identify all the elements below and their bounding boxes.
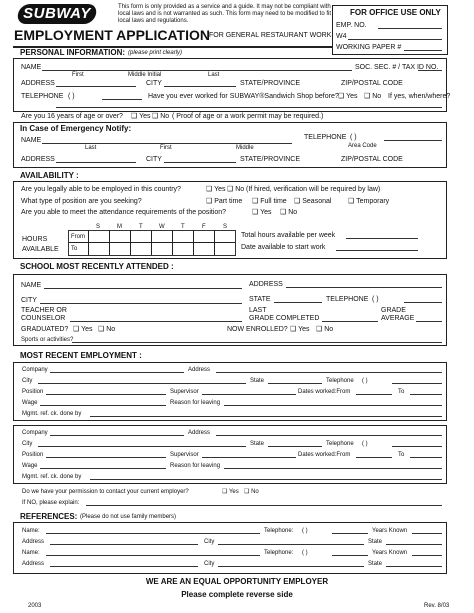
checkbox-icon: ❑ bbox=[227, 186, 234, 193]
school-heading: SCHOOL MOST RECENTLY ATTENDED : bbox=[20, 262, 174, 271]
if-yes-field[interactable] bbox=[56, 107, 442, 108]
employer-city-field[interactable] bbox=[38, 383, 246, 384]
employer-telephone-field[interactable] bbox=[392, 446, 442, 447]
employer-address-field[interactable] bbox=[216, 372, 442, 373]
emergency-state-label: STATE/PROVINCE bbox=[240, 156, 301, 163]
dates-to-label: To bbox=[398, 452, 405, 458]
date-start-field[interactable] bbox=[336, 250, 418, 251]
age-yes[interactable]: ❑ Yes bbox=[131, 113, 151, 120]
available-label: AVAILABLE bbox=[22, 246, 59, 253]
reference-address-label: Address bbox=[22, 539, 45, 545]
revision: Rev. 8/03 bbox=[424, 603, 450, 609]
employer-address-field[interactable] bbox=[216, 435, 442, 436]
checkbox-icon: ❑ bbox=[252, 209, 259, 216]
worked-before-no[interactable]: ❑ No bbox=[364, 93, 382, 100]
employer-telephone-label: Telephone bbox=[326, 378, 354, 384]
worked-before-yes[interactable]: ❑ Yes bbox=[338, 93, 358, 100]
attendance-question: Are you able to meet the attendance requirements of the position? bbox=[21, 209, 227, 216]
eoe-statement: WE ARE AN EQUAL OPPORTUNITY EMPLOYER bbox=[145, 577, 329, 586]
grid-line bbox=[88, 230, 89, 255]
name-field[interactable] bbox=[42, 70, 352, 71]
age-no[interactable]: ❑ No bbox=[152, 113, 170, 120]
area-code-label: Area Code bbox=[348, 143, 377, 149]
reference-area-code-field[interactable]: ( ) bbox=[302, 550, 308, 556]
now-enrolled-label: NOW ENROLLED? bbox=[227, 326, 288, 333]
ssn-label: SOC. SEC. # / TAX ID NO. bbox=[355, 64, 439, 71]
ssn-field[interactable] bbox=[418, 70, 442, 71]
grid-line bbox=[193, 230, 194, 255]
mgmt-ref-label: Mgmt. ref. ck. done by bbox=[22, 474, 82, 480]
hours-grid bbox=[68, 230, 236, 256]
years-known-label: Years Known bbox=[372, 550, 408, 556]
middle-label: Middle Initial bbox=[128, 72, 162, 78]
checkbox-icon: ❑ bbox=[316, 326, 323, 333]
supervisor-field[interactable] bbox=[202, 457, 296, 458]
day-header: F bbox=[202, 224, 206, 230]
emergency-city-label: CITY bbox=[146, 156, 162, 163]
dates-to-field[interactable] bbox=[410, 394, 442, 395]
reference-name-field[interactable] bbox=[46, 533, 260, 534]
reference-address-label: Address bbox=[22, 561, 45, 567]
supervisor-label: Supervisor bbox=[170, 389, 199, 395]
dates-from-field[interactable] bbox=[356, 394, 392, 395]
emergency-area-code-field[interactable]: ( ) bbox=[350, 134, 357, 141]
reference-address-field[interactable] bbox=[50, 566, 198, 567]
position-label: Position bbox=[22, 389, 44, 395]
personal-heading: PERSONAL INFORMATION: bbox=[20, 48, 126, 57]
emergency-address-label: ADDRESS bbox=[21, 156, 55, 163]
checkbox-icon: ❑ bbox=[338, 93, 345, 100]
temporary-option[interactable]: ❑ Temporary bbox=[348, 198, 390, 205]
dates-from-label: Dates worked:From bbox=[298, 389, 351, 395]
working-paper-label: WORKING PAPER # bbox=[336, 44, 402, 51]
legal-no[interactable]: ❑ No bbox=[227, 186, 245, 193]
day-header: T bbox=[181, 224, 185, 230]
wage-field[interactable] bbox=[40, 468, 166, 469]
form-subtitle: FOR GENERAL RESTAURANT WORK bbox=[209, 32, 332, 39]
full-time-option[interactable]: ❑ Full time bbox=[252, 198, 287, 205]
emergency-first-label: First bbox=[160, 145, 172, 151]
dates-to-field[interactable] bbox=[410, 457, 442, 458]
employer-address-label: Address bbox=[188, 430, 211, 436]
counselor-label: COUNSELOR bbox=[21, 315, 66, 322]
emergency-name-field[interactable] bbox=[42, 143, 292, 144]
state-label: STATE/PROVINCE bbox=[240, 80, 301, 87]
employer-state-field[interactable] bbox=[268, 383, 322, 384]
reference-state-label: State bbox=[368, 539, 383, 545]
reason-field[interactable] bbox=[224, 405, 442, 406]
age-question: Are you 16 years of age or over? bbox=[21, 113, 123, 120]
employer-city-field[interactable] bbox=[38, 446, 246, 447]
graduated-yes[interactable]: ❑ Yes bbox=[73, 326, 93, 333]
emergency-name-label: NAME bbox=[21, 137, 42, 144]
city-label: CITY bbox=[146, 80, 162, 87]
checkbox-icon: ❑ bbox=[131, 113, 138, 120]
teacher-label: TEACHER OR bbox=[21, 307, 67, 314]
graduated-no[interactable]: ❑ No bbox=[98, 326, 116, 333]
employer-area-code-field[interactable]: ( ) bbox=[362, 378, 368, 384]
day-header: M bbox=[117, 224, 122, 230]
emergency-address-field[interactable] bbox=[56, 162, 136, 163]
worked-before-question: Have you ever worked for SUBWAY®Sandwich Shop before? bbox=[148, 93, 339, 100]
employer-state-field[interactable] bbox=[268, 446, 322, 447]
emergency-heading: In Case of Emergency Notify: bbox=[20, 124, 132, 133]
school-last-label: LAST bbox=[249, 307, 267, 314]
total-hours-field[interactable] bbox=[346, 238, 418, 239]
school-name-label: NAME bbox=[21, 282, 42, 289]
attendance-no[interactable]: ❑ No bbox=[280, 209, 298, 216]
references-note: (Please do not use family members) bbox=[80, 514, 177, 520]
counselor-field[interactable] bbox=[70, 321, 242, 322]
w4-label: W4 bbox=[336, 33, 347, 40]
checkbox-icon: ❑ bbox=[294, 198, 301, 205]
school-telephone-field[interactable] bbox=[404, 302, 442, 303]
school-city-field[interactable] bbox=[40, 303, 242, 304]
employer-state-label: State bbox=[250, 378, 265, 384]
emergency-last-label: Last bbox=[85, 145, 97, 151]
school-telephone-label: TELEPHONE bbox=[326, 296, 369, 303]
grid-line bbox=[214, 230, 215, 255]
years-known-label: Years Known bbox=[372, 528, 408, 534]
permission-yes[interactable]: ❑ Yes bbox=[222, 489, 239, 495]
to-label: To bbox=[71, 246, 78, 252]
employer-telephone-field[interactable] bbox=[392, 383, 442, 384]
subway-logo: SUBWAY bbox=[16, 4, 98, 24]
emp-no-label: EMP. NO. bbox=[336, 22, 367, 29]
emergency-city-field[interactable] bbox=[164, 162, 236, 163]
date-start-label: Date available to start work bbox=[241, 244, 326, 251]
part-time-option[interactable]: ❑ Part time bbox=[206, 198, 243, 205]
attendance-yes[interactable]: ❑ Yes bbox=[252, 209, 272, 216]
reference-name-field[interactable] bbox=[46, 555, 260, 556]
legal-note: (If hired, verification will be required by law) bbox=[246, 186, 381, 193]
company-label: Company bbox=[22, 367, 48, 373]
disclaimer: This form is only provided as a service and a guide. It may not be compliant with local laws and is not warranted as such. This form may need to be modified to fit local laws and regulations. bbox=[118, 4, 331, 24]
telephone-field[interactable] bbox=[102, 99, 142, 100]
emergency-middle-label: Middle bbox=[236, 145, 254, 151]
city-field[interactable] bbox=[164, 86, 236, 87]
wage-label: Wage bbox=[22, 463, 38, 469]
checkbox-icon: ❑ bbox=[206, 198, 213, 205]
reference-state-label: State bbox=[368, 561, 383, 567]
address-label: ADDRESS bbox=[21, 80, 55, 87]
working-paper-field[interactable] bbox=[404, 50, 442, 51]
enrolled-yes[interactable]: ❑ Yes bbox=[290, 326, 310, 333]
employer-city-label: City bbox=[22, 441, 33, 447]
mgmt-ref-field[interactable] bbox=[90, 479, 442, 480]
school-address-field[interactable] bbox=[286, 287, 442, 288]
checkbox-icon: ❑ bbox=[152, 113, 159, 120]
office-title: FOR OFFICE USE ONLY bbox=[350, 8, 441, 17]
day-header: S bbox=[223, 224, 228, 230]
company-field[interactable] bbox=[50, 435, 184, 436]
reverse-note: Please complete reverse side bbox=[181, 590, 293, 599]
hours-label: HOURS bbox=[22, 236, 48, 243]
grid-line bbox=[172, 230, 173, 255]
position-question: What type of position are you seeking? bbox=[21, 198, 142, 205]
reason-field[interactable] bbox=[224, 468, 442, 469]
school-address-label: ADDRESS bbox=[249, 281, 283, 288]
day-header: W bbox=[159, 224, 165, 230]
school-city-label: CITY bbox=[21, 297, 37, 304]
availability-heading: AVAILABILITY : bbox=[20, 171, 79, 180]
references-heading: REFERENCES: bbox=[20, 512, 78, 521]
average-label: AVERAGE bbox=[381, 315, 415, 322]
area-code-field[interactable]: ( ) bbox=[68, 93, 75, 100]
checkbox-icon: ❑ bbox=[244, 489, 250, 495]
dates-from-field[interactable] bbox=[356, 457, 392, 458]
mgmt-ref-field[interactable] bbox=[90, 416, 442, 417]
employer-telephone-label: Telephone bbox=[326, 441, 354, 447]
checkbox-icon: ❑ bbox=[280, 209, 287, 216]
company-field[interactable] bbox=[50, 372, 184, 373]
total-hours-label: Total hours available per week bbox=[241, 232, 336, 239]
wage-label: Wage bbox=[22, 400, 38, 406]
checkbox-icon: ❑ bbox=[206, 186, 213, 193]
name-label: NAME bbox=[21, 64, 42, 71]
day-header: S bbox=[96, 224, 101, 230]
sports-label: Sports or activities? bbox=[21, 337, 74, 343]
mgmt-ref-label: Mgmt. ref. ck. done by bbox=[22, 411, 82, 417]
reference-name-label: Name: bbox=[22, 528, 40, 534]
first-label: First bbox=[72, 72, 84, 78]
checkbox-icon: ❑ bbox=[252, 198, 259, 205]
reference-name-label: Name: bbox=[22, 550, 40, 556]
legal-question: Are you legally able to be employed in this country? bbox=[21, 186, 181, 193]
position-field[interactable] bbox=[46, 457, 166, 458]
last-label: Last bbox=[208, 72, 220, 78]
reference-area-code-field[interactable]: ( ) bbox=[302, 528, 308, 534]
if-yes-label: If yes, when/where? bbox=[388, 93, 451, 100]
years-known-field[interactable] bbox=[412, 533, 442, 534]
school-area-code-field[interactable]: ( ) bbox=[372, 296, 379, 303]
address-field[interactable] bbox=[56, 86, 136, 87]
if-no-field[interactable] bbox=[86, 505, 442, 506]
employer-state-label: State bbox=[250, 441, 265, 447]
school-state-field[interactable] bbox=[274, 302, 322, 303]
position-field[interactable] bbox=[46, 394, 166, 395]
emp-no-field[interactable] bbox=[378, 28, 442, 29]
grade-completed-field[interactable] bbox=[322, 321, 378, 322]
grid-line bbox=[109, 230, 110, 255]
years-known-field[interactable] bbox=[412, 555, 442, 556]
if-no-label: If NO, please explain: bbox=[22, 500, 80, 506]
reference-telephone-field[interactable] bbox=[332, 555, 368, 556]
dates-from-label: Dates worked:From bbox=[298, 452, 351, 458]
school-state-label: STATE bbox=[249, 296, 271, 303]
reference-city-field[interactable] bbox=[218, 544, 364, 545]
company-label: Company bbox=[22, 430, 48, 436]
checkbox-icon: ❑ bbox=[222, 489, 228, 495]
emergency-zip-label: ZIP/POSTAL CODE bbox=[341, 156, 403, 163]
position-label: Position bbox=[22, 452, 44, 458]
reference-telephone-label: Telephone: bbox=[264, 528, 294, 534]
graduated-label: GRADUATED? bbox=[21, 326, 69, 333]
checkbox-icon: ❑ bbox=[348, 198, 355, 205]
checkbox-icon: ❑ bbox=[364, 93, 371, 100]
reference-telephone-field[interactable] bbox=[332, 533, 368, 534]
grid-line bbox=[151, 230, 152, 255]
grade-label: GRADE bbox=[381, 307, 406, 314]
age-note: ( Proof of age or a work permit may be required.) bbox=[172, 113, 324, 120]
form-title: EMPLOYMENT APPLICATION bbox=[14, 27, 210, 43]
grade-completed-label: GRADE COMPLETED bbox=[249, 315, 320, 322]
from-label: From bbox=[71, 234, 85, 240]
reference-city-label: City bbox=[204, 539, 215, 545]
reference-city-field[interactable] bbox=[218, 566, 364, 567]
form-code: 2003 bbox=[28, 603, 42, 609]
reference-state-field[interactable] bbox=[386, 566, 442, 567]
school-name-field[interactable] bbox=[44, 288, 242, 289]
reference-telephone-label: Telephone: bbox=[264, 550, 294, 556]
day-header: T bbox=[139, 224, 143, 230]
employer-address-label: Address bbox=[188, 367, 211, 373]
employer-city-label: City bbox=[22, 378, 33, 384]
permission-question: Do we have your permission to contact your current employer? bbox=[22, 489, 189, 495]
personal-note: (please print clearly) bbox=[128, 50, 183, 56]
enrolled-no[interactable]: ❑ No bbox=[316, 326, 334, 333]
grid-line bbox=[130, 230, 131, 255]
w4-field[interactable] bbox=[348, 39, 442, 40]
checkbox-icon: ❑ bbox=[290, 326, 297, 333]
zip-label: ZIP/POSTAL CODE bbox=[341, 80, 403, 87]
reference-address-field[interactable] bbox=[50, 544, 198, 545]
employer-area-code-field[interactable]: ( ) bbox=[362, 441, 368, 447]
supervisor-label: Supervisor bbox=[170, 452, 199, 458]
reference-state-field[interactable] bbox=[386, 544, 442, 545]
reference-city-label: City bbox=[204, 561, 215, 567]
checkbox-icon: ❑ bbox=[98, 326, 105, 333]
emergency-telephone-label: TELEPHONE bbox=[304, 134, 347, 141]
wage-field[interactable] bbox=[40, 405, 166, 406]
legal-yes[interactable]: ❑ Yes bbox=[206, 186, 226, 193]
dates-to-label: To bbox=[398, 389, 405, 395]
reason-label: Reason for leaving bbox=[170, 400, 221, 406]
emergency-telephone-field[interactable] bbox=[384, 140, 442, 141]
checkbox-icon: ❑ bbox=[73, 326, 80, 333]
employment-heading: MOST RECENT EMPLOYMENT : bbox=[20, 351, 142, 360]
reason-label: Reason for leaving bbox=[170, 463, 221, 469]
sports-field[interactable] bbox=[72, 342, 442, 343]
telephone-label: TELEPHONE bbox=[21, 93, 64, 100]
permission-no[interactable]: ❑ No bbox=[244, 489, 259, 495]
seasonal-option[interactable]: ❑ Seasonal bbox=[294, 198, 332, 205]
supervisor-field[interactable] bbox=[202, 394, 296, 395]
grade-average-field[interactable] bbox=[416, 321, 442, 322]
